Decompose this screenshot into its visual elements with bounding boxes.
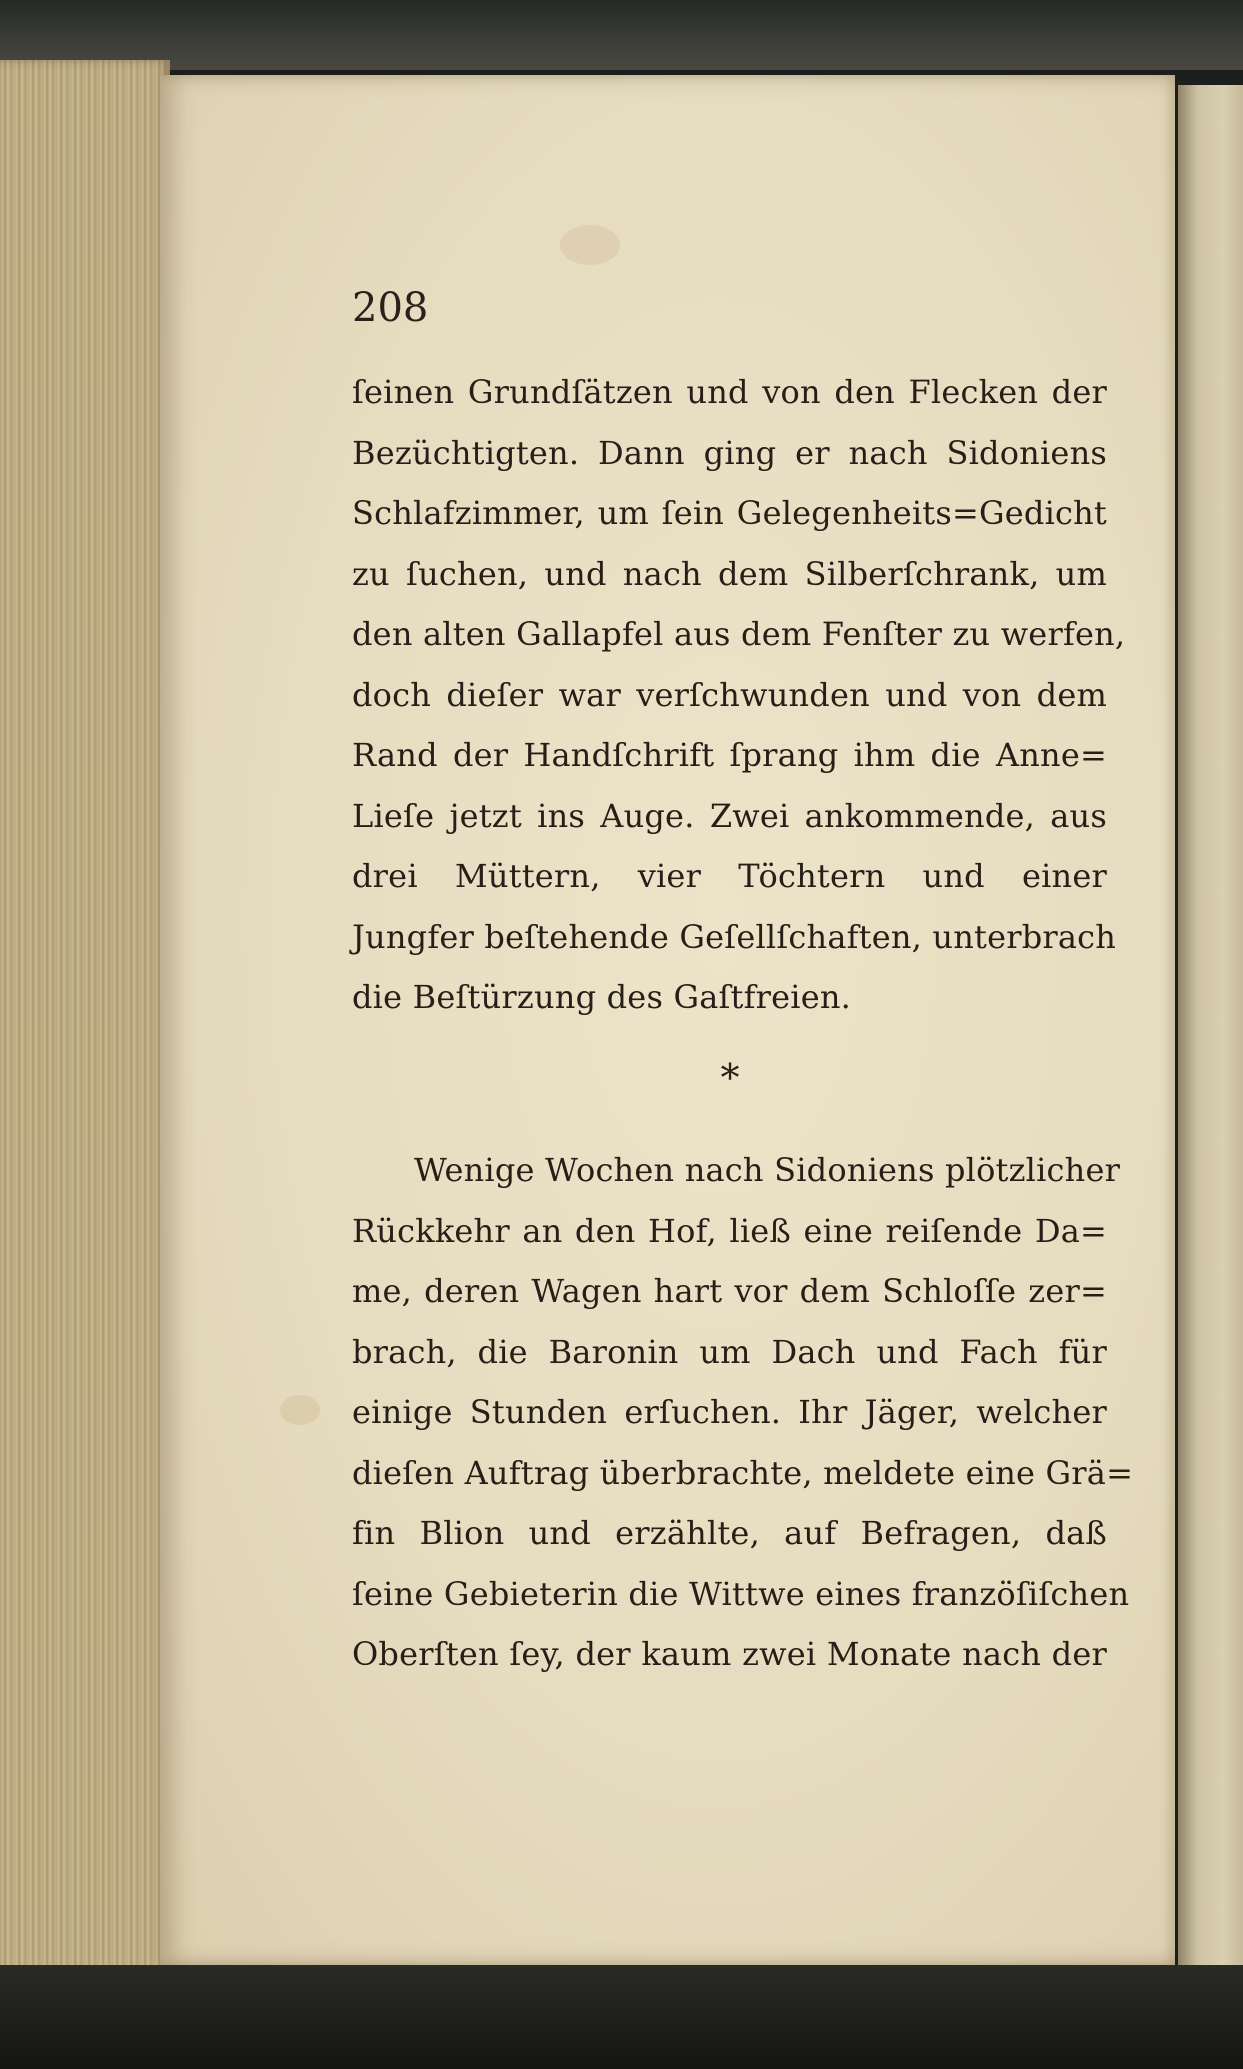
text-line: Lieſe jetzt ins Auge. Zwei ankommende, aus xyxy=(352,796,1107,835)
page-number: 208 xyxy=(352,285,429,331)
text-line: dieſen Auftrag überbrachte, meldete eine Grä= xyxy=(352,1453,1134,1492)
text-line: Wenige Wochen nach Sidoniens plötzlicher xyxy=(414,1151,1121,1189)
text-line: Oberſten ſey, der kaum zwei Monate nach der xyxy=(352,1635,1107,1673)
text-line: ſeine Gebieterin die Wittwe eines franzöſiſchen xyxy=(352,1574,1130,1613)
paragraph-2 xyxy=(352,1140,1134,1685)
text-line: doch dieſer war verſchwunden und von dem xyxy=(352,675,1107,714)
text-line: me, deren Wagen hart vor dem Schloſſe zer= xyxy=(352,1272,1107,1310)
text-line: ſeinen Grundſätzen und von den Flecken der xyxy=(352,373,1107,411)
text-line: Rückkehr an den Hof, ließ eine reiſende Da= xyxy=(352,1211,1107,1250)
scan-bottom-edge xyxy=(0,1965,1243,2069)
paragraph-1 xyxy=(352,362,1126,1028)
scan-top-edge xyxy=(0,0,1243,70)
text-line: Jungfer beſtehende Geſellſchaften, unterbrach xyxy=(352,917,1117,956)
section-separator-asterisk: ∗ xyxy=(717,1048,743,1092)
text-line: den alten Gallapfel aus dem Fenſter zu werfen, xyxy=(352,615,1126,653)
text-line: einige Stunden erſuchen. Ihr Jäger, welcher xyxy=(352,1393,1107,1431)
facing-page-edge xyxy=(1178,85,1243,1965)
paper-stain xyxy=(280,1395,320,1425)
text-line: brach, die Baronin um Dach und Fach für xyxy=(352,1332,1107,1371)
text-line: die Beſtürzung des Gaſtfreien. xyxy=(352,978,852,1016)
text-line: Rand der Handſchrift ſprang ihm die Anne= xyxy=(352,736,1107,774)
text-line: Schlafzimmer, um ſein Gelegenheits=Gedicht xyxy=(352,494,1107,532)
text-line: Bezüchtigten. Dann ging er nach Sidoniens xyxy=(352,433,1107,472)
book-page-edges xyxy=(0,60,170,1980)
text-line: drei Müttern, vier Töchtern und einer xyxy=(352,857,1107,895)
text-line: fin Blion und erzählte, auf Befragen, daß xyxy=(352,1514,1107,1552)
paper-stain xyxy=(560,225,620,265)
text-line: zu ſuchen, und nach dem Silberſchrank, um xyxy=(352,554,1107,593)
